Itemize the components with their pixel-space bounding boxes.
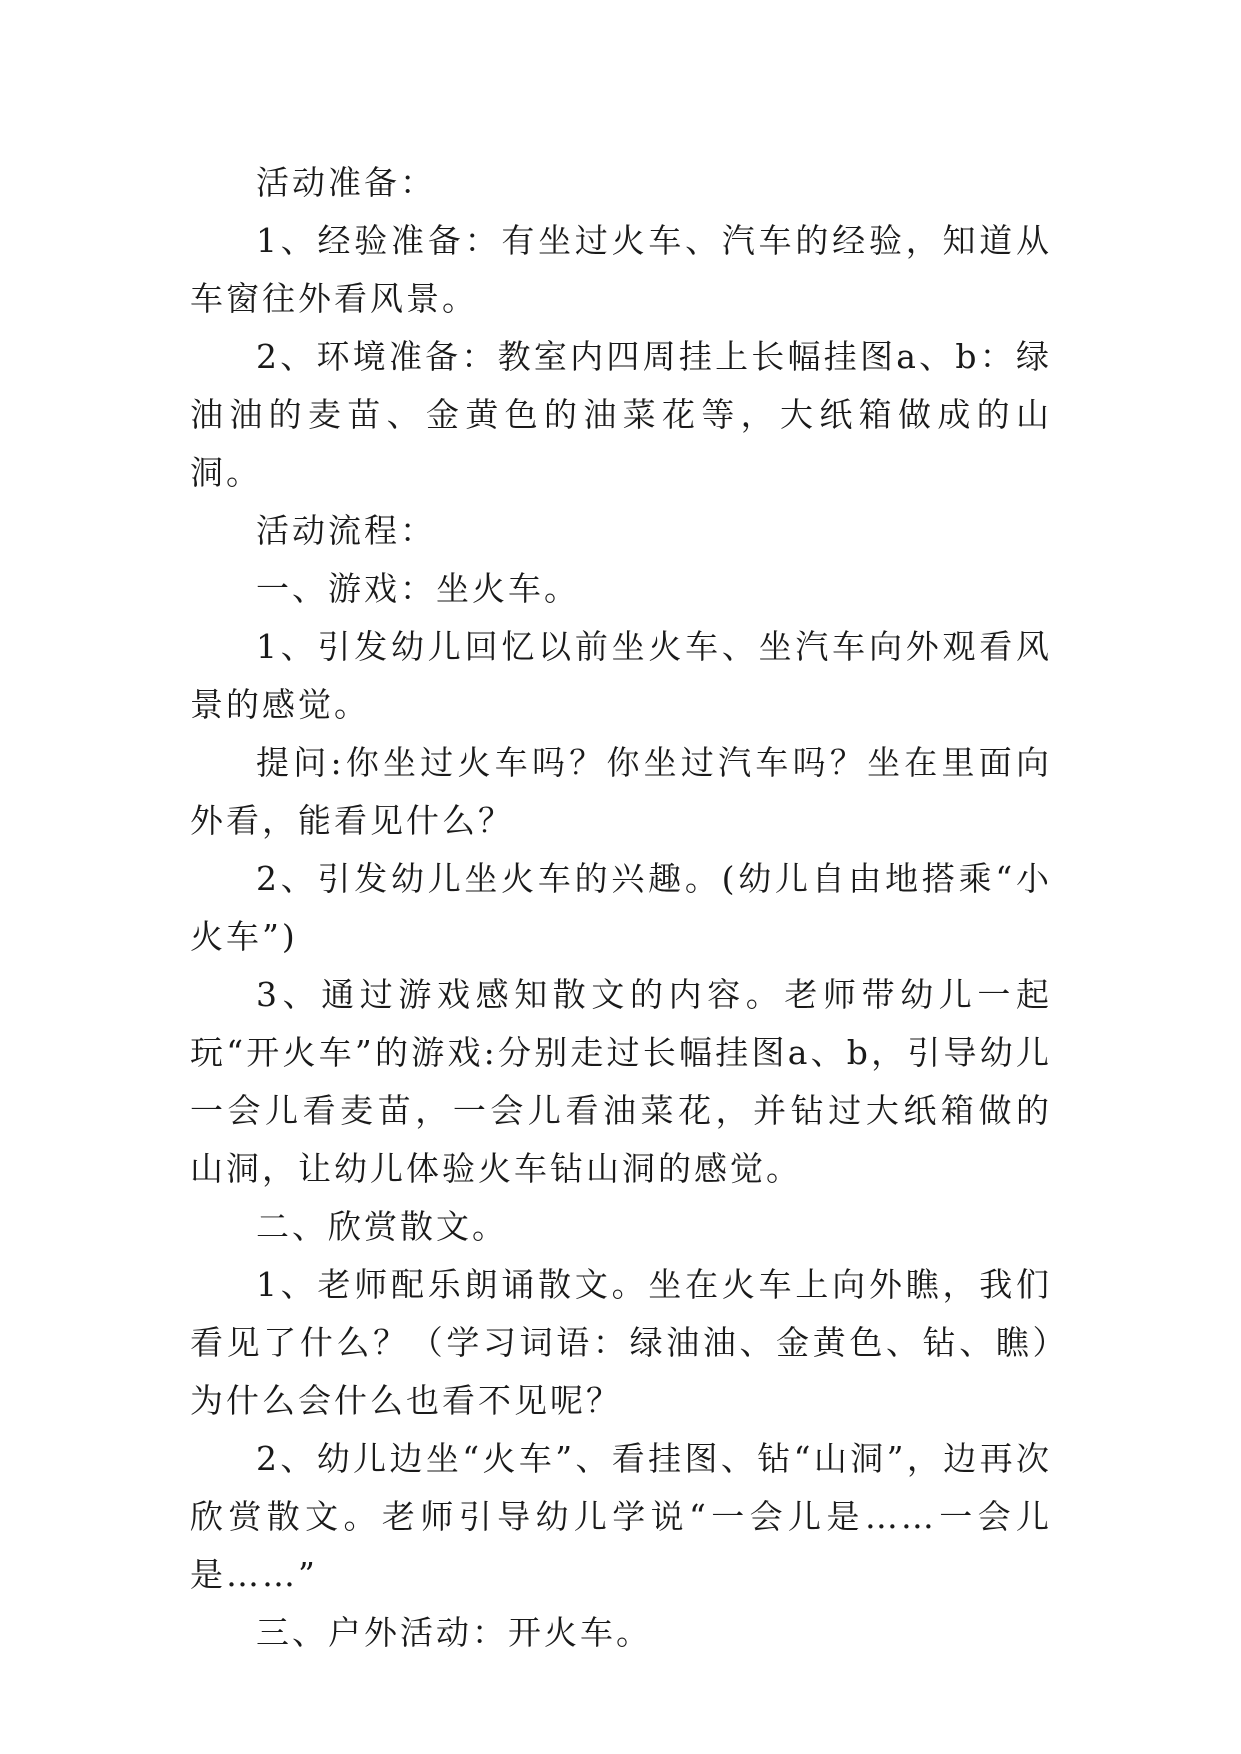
paragraph-teacher-recital: 1、老师配乐朗诵散文。坐在火车上向外瞧，我们看见了什么？（学习词语：绿油油、金黄色、钻、瞧）为什么会什么也看不见呢？ bbox=[190, 1265, 1052, 1420]
paragraph-recall-experience: 1、引发幼儿回忆以前坐火车、坐汽车向外观看风景的感觉。 bbox=[190, 627, 1052, 724]
paragraph-children-appreciation: 2、幼儿边坐“火车”、看挂图、钻“山洞”，边再次欣赏散文。老师引导幼儿学说“一会儿是……一会儿是……” bbox=[190, 1439, 1052, 1594]
paragraph-interest: 2、引发幼儿坐火车的兴趣。(幼儿自由地搭乘“小火车”) bbox=[190, 859, 1052, 956]
section-outdoor-title: 三、户外活动：开火车。 bbox=[256, 1613, 652, 1652]
section-appreciation-title: 二、欣赏散文。 bbox=[256, 1207, 508, 1246]
paragraph-environment-preparation: 2、环境准备：教室内四周挂上长幅挂图a、b：绿油油的麦苗、金黄色的油菜花等，大纸箱做成的山洞。 bbox=[190, 337, 1052, 492]
paragraph-experience-preparation: 1、经验准备：有坐过火车、汽车的经验，知道从车窗往外看风景。 bbox=[190, 221, 1052, 318]
paragraph-question: 提问:你坐过火车吗？你坐过汽车吗？坐在里面向外看，能看见什么？ bbox=[190, 743, 1052, 840]
section-game-title: 一、游戏：坐火车。 bbox=[256, 569, 580, 608]
paragraph-game-perception: 3、通过游戏感知散文的内容。老师带幼儿一起玩“开火车”的游戏:分别走过长幅挂图a、b，引导幼儿一会儿看麦苗，一会儿看油菜花，并钻过大纸箱做的山洞，让幼儿体验火车钻山洞的感觉。 bbox=[190, 975, 1052, 1188]
heading-activity-preparation: 活动准备： bbox=[256, 163, 436, 202]
document-body bbox=[190, 154, 1052, 1662]
heading-activity-process: 活动流程： bbox=[256, 511, 436, 550]
